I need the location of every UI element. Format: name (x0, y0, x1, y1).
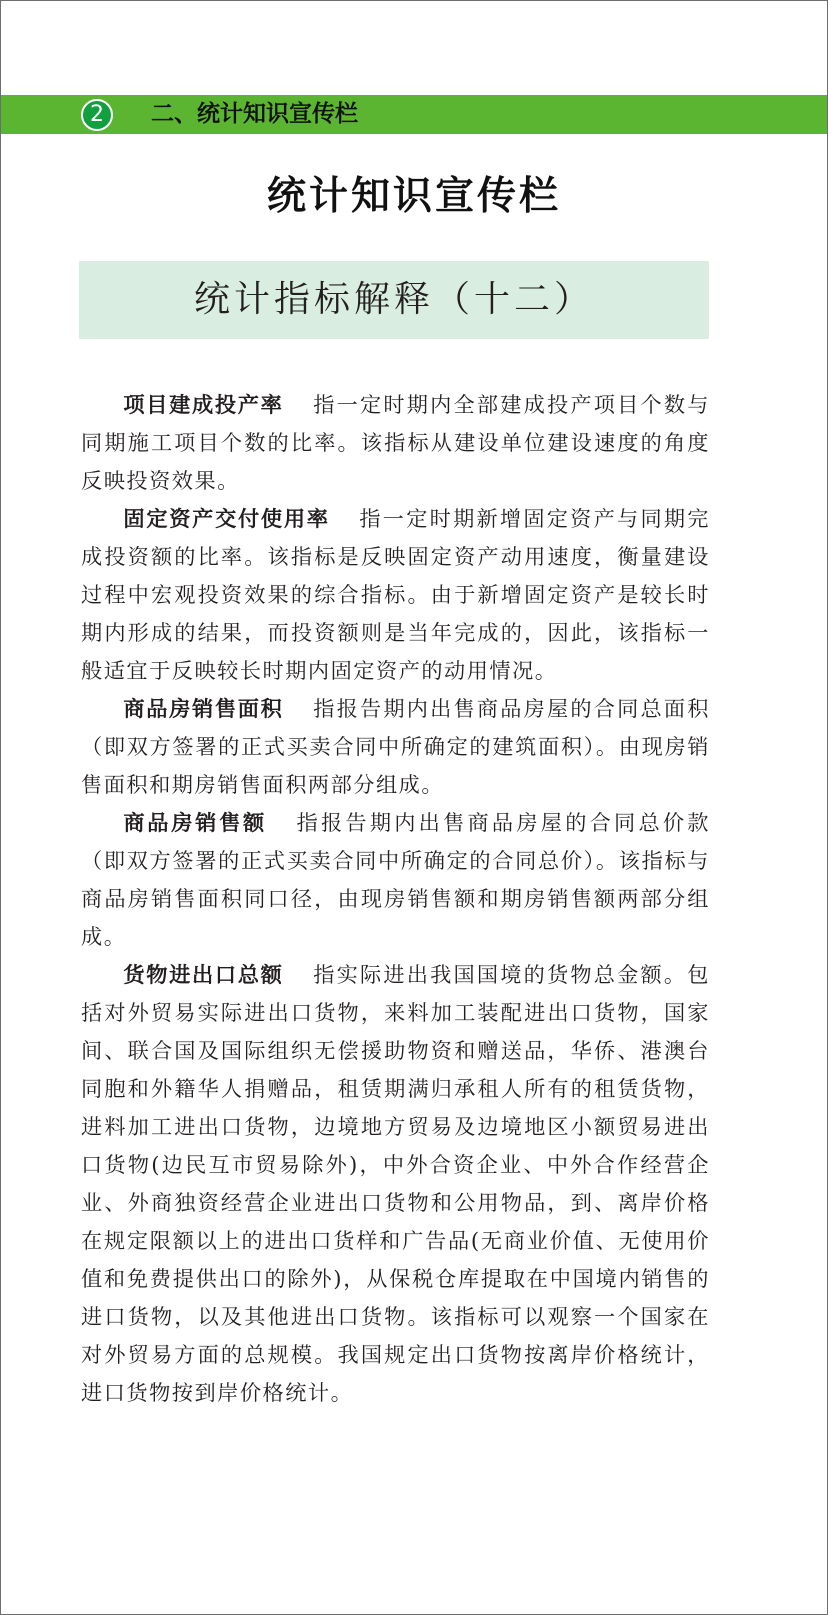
section-title: 二、统计知识宣传栏 (151, 101, 358, 127)
entry-paragraph (81, 500, 710, 690)
entry-term: 商品房销售额 (123, 810, 267, 835)
entry-definition: 指一定时期新增固定资产与同期完成投资额的比率。该指标是反映固定资产动用速度，衡量建设过程中宏观投资效果的综合指标。由于新增固定资产是较长时期内形成的结果，而投资额则是当年完成的，因此，该指标一般适宜于反映较长时期内固定资产的动用情况。 (81, 506, 710, 683)
entry-paragraph (81, 386, 710, 500)
entry-term: 项目建成投产率 (123, 392, 284, 417)
section-number-badge: 2 (81, 99, 113, 131)
page-title: 统计知识宣传栏 (266, 174, 561, 219)
entry-paragraph (81, 690, 710, 804)
entry-term: 货物进出口总额 (123, 962, 284, 987)
section-header-bar (1, 95, 827, 134)
entry-term: 固定资产交付使用率 (123, 506, 330, 531)
entry-definition: 指实际进出我国国境的货物总金额。包括对外贸易实际进出口货物，来料加工装配进出口货物，国家间、联合国及国际组织无偿援助物资和赠送品，华侨、港澳台同胞和外籍华人捐赠品，租赁期满归承租人所有的租赁货物，进料加工进出口货物，边境地方贸易及边境地区小额贸易进出口货物(边民互市贸易除外)，中外合资企业、中外合作经营企业、外商独资经营企业进出口货物和公用物品，到、离岸价格在规定限额以上的进出口货样和广告品(无商业价值、无使用价值和免费提供出口的除外)，从保税仓库提取在中国境内销售的进口货物，以及其他进出口货物。该指标可以观察一个国家在对外贸易方面的总规模。我国规定出口货物按离岸价格统计，进口货物按到岸价格统计。 (81, 962, 710, 1405)
article-body (81, 386, 710, 1412)
entry-definition: 指报告期内出售商品房屋的合同总面积（即双方签署的正式买卖合同中所确定的建筑面积）。由现房销售面积和期房销售面积两部分组成。 (81, 696, 710, 797)
entry-paragraph (81, 804, 710, 956)
entry-paragraph (81, 956, 710, 1412)
entry-definition: 指报告期内出售商品房屋的合同总价款（即双方签署的正式买卖合同中所确定的合同总价）。该指标与商品房销售面积同口径，由现房销售额和期房销售额两部分组成。 (81, 810, 710, 949)
entry-definition: 指一定时期内全部建成投产项目个数与同期施工项目个数的比率。该指标从建设单位建设速度的角度反映投资效果。 (81, 392, 710, 493)
subtitle-banner: 统计指标解释（十二） (79, 261, 709, 339)
entry-term: 商品房销售面积 (123, 696, 284, 721)
